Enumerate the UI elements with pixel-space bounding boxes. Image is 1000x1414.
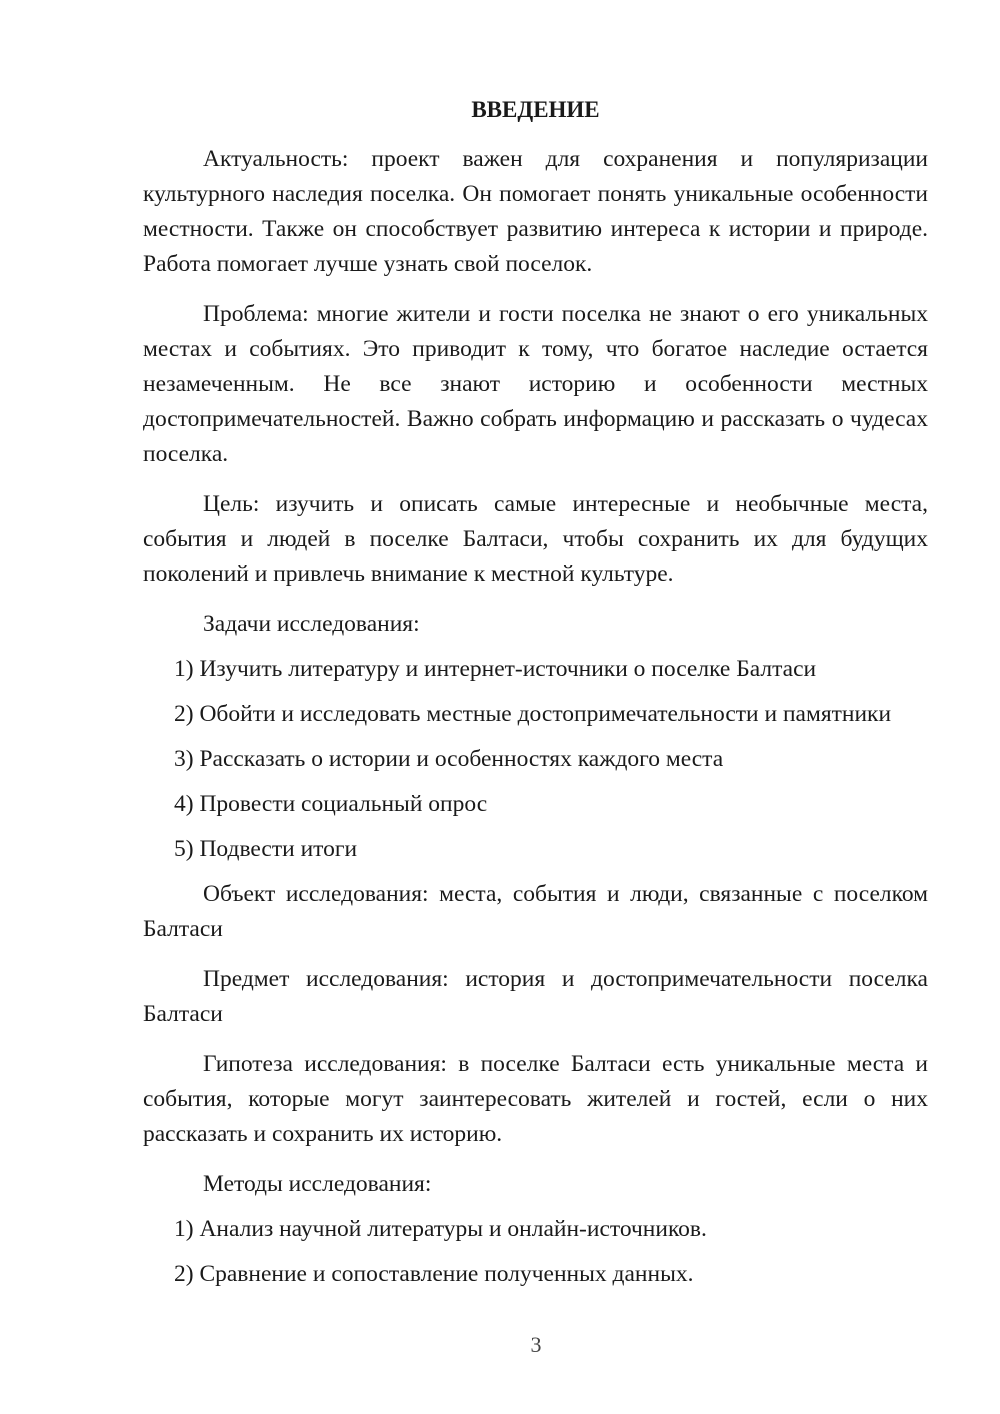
tasks-heading: Задачи исследования: xyxy=(203,611,420,637)
subject-paragraph: Предмет исследования: история и достопримечательности поселка Балтаси xyxy=(143,966,928,1027)
methods-heading: Методы исследования: xyxy=(203,1171,432,1197)
hypothesis-paragraph: Гипотеза исследования: в поселке Балтаси есть уникальные места и события, которые могут заинтересовать жителей и гостей, если о них рассказать и сохранить их историю. xyxy=(143,1051,928,1147)
page-content xyxy=(143,92,928,1302)
method-item: 2) Сравнение и сопоставление полученных данных. xyxy=(174,1261,694,1287)
task-item: 5) Подвести итоги xyxy=(174,836,358,862)
task-item: 2) Обойти и исследовать местные достопримечательности и памятники xyxy=(174,701,892,727)
relevance-paragraph: Актуальность: проект важен для сохранения и популяризации культурного наследия поселка. Он помогает понять уникальные особенности местности. Также он способствует развитию интереса к истории и природе. Работа помогает лучше узнать свой поселок. xyxy=(143,146,928,277)
problem-paragraph: Проблема: многие жители и гости поселка не знают о его уникальных местах и событиях. Это приводит к тому, что богатое наследие остается незамеченным. Не все знают историю и особенности местных достопримечательностей. Важно собрать информацию и рассказать о чудесах поселка. xyxy=(143,301,928,467)
task-item: 1) Изучить литературу и интернет-источники о поселке Балтаси xyxy=(174,656,817,682)
task-item: 4) Провести социальный опрос xyxy=(174,791,488,817)
task-item: 3) Рассказать о истории и особенностях каждого места xyxy=(174,746,724,772)
section-title: ВВЕДЕНИЕ xyxy=(471,97,600,122)
goal-paragraph: Цель: изучить и описать самые интересные и необычные места, события и людей в поселке Балтаси, чтобы сохранить их для будущих поколений и привлечь внимание к местной культуре. xyxy=(143,491,928,587)
method-item: 1) Анализ научной литературы и онлайн-источников. xyxy=(174,1216,707,1242)
page-number: 3 xyxy=(530,1332,542,1357)
object-paragraph: Объект исследования: места, события и люди, связанные с поселком Балтаси xyxy=(143,881,928,942)
